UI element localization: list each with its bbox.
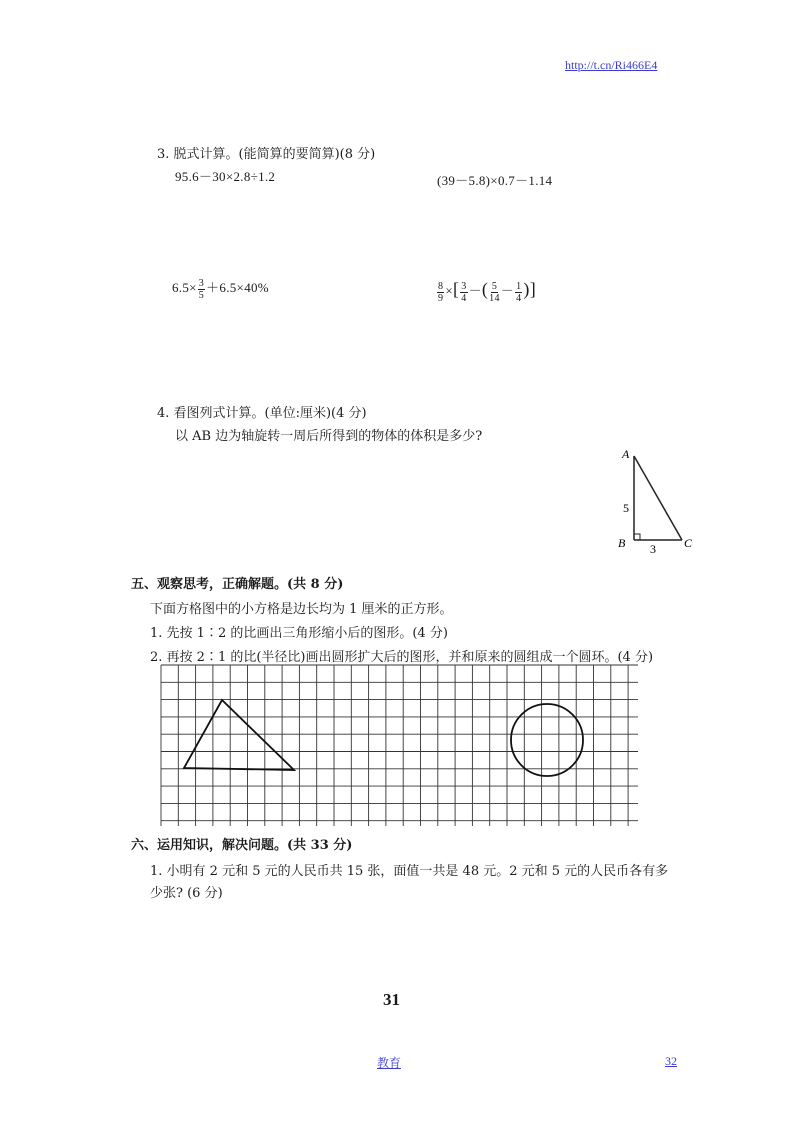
q3-expression-3 [172,277,269,301]
square-grid-figure [160,664,640,828]
right-triangle-figure [612,446,702,554]
q3-e4-minus-2: － [500,283,515,298]
q3-e4-fraction-2 [460,281,467,304]
q3-e3-denominator: 5 [198,289,205,301]
footer-page-link[interactable]: 32 [665,1054,677,1068]
q3-e4-times: × [445,283,453,298]
section-5-title: 五、观察思考，正确解题。(共 8 分) [131,577,344,592]
label-a: A [622,447,630,461]
q3-e4-f2-den: 4 [461,292,467,304]
section-5-item-2: 2. 再按 2∶1 的比(半径比)画出圆形扩大后的图形，并和原来的圆组成一个圆环。(4 分) [150,650,654,665]
circle-shape [511,704,583,776]
q3-e4-f3-num: 5 [491,280,498,292]
q3-e4-left-bracket: [ [452,279,460,299]
label-ab-length: 5 [623,501,629,515]
q3-expression-4 [436,279,536,304]
problem-1-line-1: 1. 小明有 2 元和 5 元的人民币共 15 张，面值一共是 48 元。2 元和 5 元的人民币各有多 [150,864,669,879]
q4-text: 以 AB 边为轴旋转一周后所得到的物体的体积是多少? [175,429,483,444]
q3-e4-f4-num: 1 [516,280,522,292]
q3-e3-part-a: 6.5× [172,280,197,295]
triangle-side-ac [634,456,682,540]
label-bc-length: 3 [650,542,656,554]
q3-title: 3. 脱式计算。(能简算的要简算)(8 分) [157,147,376,162]
q3-e4-right-paren: ) [523,279,530,299]
q3-e4-fraction-1 [437,281,444,304]
q3-expression-2: (39－5.8)×0.7－1.14 [437,173,553,188]
right-angle-mark [634,534,640,540]
section-5-intro: 下面方格图中的小方格是边长均为 1 厘米的正方形。 [150,602,453,617]
q3-e4-f4-den: 4 [516,292,522,304]
q3-e3-numerator: 3 [198,277,205,289]
problem-1-line-2: 少张? (6 分) [150,886,223,901]
q3-e4-fraction-3 [489,281,500,304]
q3-e3-fraction [198,278,205,301]
q3-e3-part-b: ＋6.5×40% [206,280,269,295]
q3-expression-1: 95.6－30×2.8÷1.2 [175,169,276,184]
header-url-link[interactable]: http://t.cn/Ri466E4 [565,58,658,72]
grid-lines [161,665,638,826]
section-5-item-1: 1. 先按 1∶2 的比画出三角形缩小后的图形。(4 分) [150,626,448,641]
q3-e4-right-bracket: ] [529,279,536,299]
q4-title: 4. 看图列式计算。(单位:厘米)(4 分) [157,406,367,421]
q3-e4-fraction-4 [515,281,522,304]
page-number: 31 [383,990,400,1009]
q3-e4-f3-den: 14 [489,292,500,304]
triangle-shape [184,700,294,770]
label-b: B [618,536,626,550]
q3-e4-left-paren: ( [481,279,489,299]
label-c: C [684,536,693,550]
footer-link[interactable]: 教育 [377,1056,402,1070]
q3-e4-f1-den: 9 [438,292,444,304]
q3-e4-minus-1: － [468,283,482,298]
q3-e4-f1-num: 8 [438,280,444,292]
q3-e4-f2-num: 3 [461,280,467,292]
section-6-title: 六、运用知识，解决问题。(共 33 分) [131,838,353,853]
